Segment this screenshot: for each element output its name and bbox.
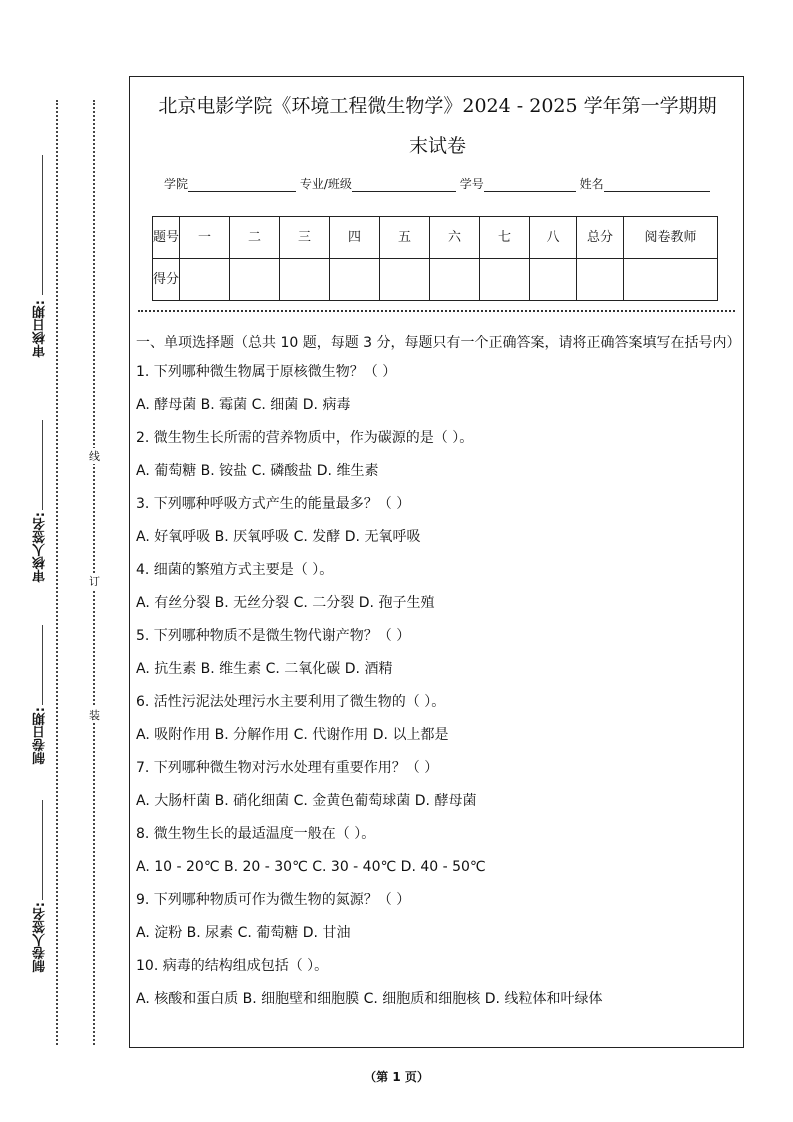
score-table-header-score: 得分 bbox=[153, 259, 180, 301]
binding-dotted-line-outer bbox=[56, 100, 58, 1045]
score-cell[interactable] bbox=[380, 259, 430, 301]
options-6: A. 吸附作用 B. 分解作用 C. 代谢作用 D. 以上都是 bbox=[136, 727, 449, 743]
options-1: A. 酵母菌 B. 霉菌 C. 细菌 D. 病毒 bbox=[136, 397, 351, 413]
score-cell[interactable] bbox=[430, 259, 480, 301]
score-col: 八 bbox=[530, 217, 577, 259]
score-col: 二 bbox=[230, 217, 280, 259]
exam-title-line1: 北京电影学院《环境工程微生物学》2024 - 2025 学年第一学期期 bbox=[158, 95, 717, 117]
score-cell[interactable] bbox=[180, 259, 230, 301]
college-label: 学院 bbox=[164, 177, 189, 191]
score-cell[interactable] bbox=[530, 259, 577, 301]
question-1: 1. 下列哪种微生物属于原核微生物？（ ） bbox=[136, 364, 397, 380]
review-date-underline bbox=[42, 155, 43, 295]
options-7: A. 大肠杆菌 B. 硝化细菌 C. 金黄色葡萄球菌 D. 酵母菌 bbox=[136, 793, 477, 809]
student-id-field[interactable] bbox=[484, 179, 576, 192]
binding-char-line: 线 bbox=[89, 450, 100, 463]
score-cell[interactable] bbox=[280, 259, 330, 301]
college-field[interactable] bbox=[188, 179, 296, 192]
name-field[interactable] bbox=[604, 179, 710, 192]
score-cell[interactable] bbox=[480, 259, 530, 301]
score-col-total: 总分 bbox=[577, 217, 624, 259]
question-7: 7. 下列哪种微生物对污水处理有重要作用？（ ） bbox=[136, 760, 439, 776]
question-3: 3. 下列哪种呼吸方式产生的能量最多？（ ） bbox=[136, 496, 411, 512]
options-5: A. 抗生素 B. 维生素 C. 二氧化碳 D. 酒精 bbox=[136, 661, 393, 677]
score-col: 七 bbox=[480, 217, 530, 259]
exam-title-line2: 末试卷 bbox=[408, 135, 466, 157]
binding-char-zhuang: 装 bbox=[89, 709, 100, 722]
score-table-header-question: 题号 bbox=[153, 217, 180, 259]
score-table bbox=[152, 216, 718, 301]
question-6: 6. 活性污泥法处理污水主要利用了微生物的（ ）。 bbox=[136, 694, 446, 710]
section-heading: 一、单项选择题（总共 10 题，每题 3 分，每题只有一个正确答案，请将正确答案填写在括号内） bbox=[136, 335, 741, 351]
preparer-sign-underline bbox=[42, 800, 43, 900]
score-cell-total[interactable] bbox=[577, 259, 624, 301]
student-id-label: 学号 bbox=[459, 177, 484, 191]
score-col: 六 bbox=[430, 217, 480, 259]
score-col: 五 bbox=[380, 217, 430, 259]
review-date-label: 审核日期: bbox=[33, 300, 48, 358]
binding-char-ding: 订 bbox=[89, 575, 100, 588]
options-8: A. 10 - 20℃ B. 20 - 30℃ C. 30 - 40℃ D. 40 - 50℃ bbox=[136, 859, 486, 875]
prep-date-underline bbox=[42, 625, 43, 705]
score-col-grader: 阅卷教师 bbox=[624, 217, 718, 259]
score-col: 三 bbox=[280, 217, 330, 259]
exam-frame bbox=[129, 76, 744, 1048]
score-col: 一 bbox=[180, 217, 230, 259]
score-cell[interactable] bbox=[330, 259, 380, 301]
major-label: 专业/班级 bbox=[299, 177, 352, 191]
reviewer-sign-underline bbox=[42, 420, 43, 510]
section-divider bbox=[138, 310, 735, 312]
question-4: 4. 细菌的繁殖方式主要是（ ）。 bbox=[136, 562, 334, 578]
options-10: A. 核酸和蛋白质 B. 细胞壁和细胞膜 C. 细胞质和细胞核 D. 线粒体和叶绿体 bbox=[136, 991, 603, 1007]
page-number: （第 1 页） bbox=[364, 1070, 429, 1084]
options-9: A. 淀粉 B. 尿素 C. 葡萄糖 D. 甘油 bbox=[136, 925, 351, 941]
name-label: 姓名 bbox=[579, 177, 604, 191]
options-3: A. 好氧呼吸 B. 厌氧呼吸 C. 发酵 D. 无氧呼吸 bbox=[136, 529, 421, 545]
preparer-sign-label: 制卷人签名: bbox=[33, 902, 48, 973]
reviewer-sign-label: 审核人签名: bbox=[33, 512, 48, 583]
major-field[interactable] bbox=[352, 179, 456, 192]
question-9: 9. 下列哪种物质可作为微生物的氮源？（ ） bbox=[136, 892, 411, 908]
score-col: 四 bbox=[330, 217, 380, 259]
student-info-row bbox=[164, 175, 710, 192]
prep-date-label: 制卷日期: bbox=[33, 707, 48, 765]
question-2: 2. 微生物生长所需的营养物质中，作为碳源的是（ ）。 bbox=[136, 430, 474, 446]
question-5: 5. 下列哪种物质不是微生物代谢产物？（ ） bbox=[136, 628, 411, 644]
score-cell[interactable] bbox=[230, 259, 280, 301]
options-2: A. 葡萄糖 B. 铵盐 C. 磷酸盐 D. 维生素 bbox=[136, 463, 379, 479]
question-10: 10. 病毒的结构组成包括（ ）。 bbox=[136, 958, 329, 974]
exam-body bbox=[136, 333, 740, 1022]
options-4: A. 有丝分裂 B. 无丝分裂 C. 二分裂 D. 孢子生殖 bbox=[136, 595, 435, 611]
question-8: 8. 微生物生长的最适温度一般在（ ）。 bbox=[136, 826, 376, 842]
score-cell-grader[interactable] bbox=[624, 259, 718, 301]
